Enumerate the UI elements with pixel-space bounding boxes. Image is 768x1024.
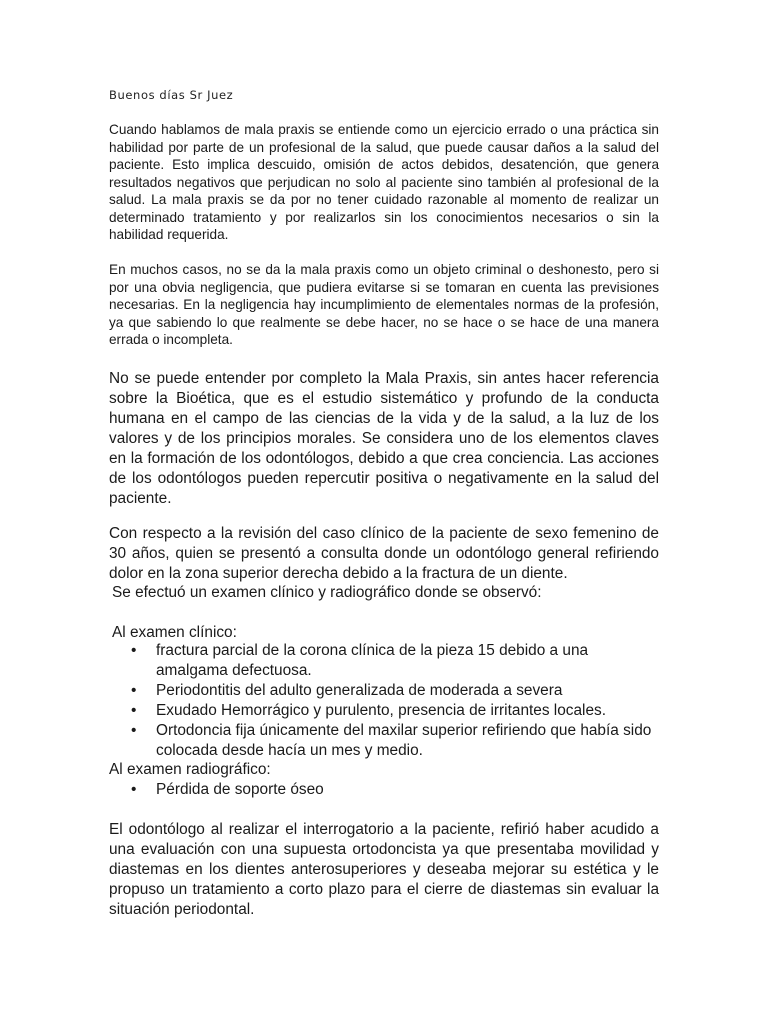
clinical-exam-heading: Al examen clínico: <box>112 624 237 641</box>
list-item <box>109 641 659 681</box>
greeting: Buenos días Sr Juez <box>109 88 234 102</box>
bullet-icon: • <box>131 722 137 739</box>
list-item-text: Periodontitis del adulto generalizada de moderada a severa <box>156 682 563 699</box>
bullet-icon: • <box>131 682 137 699</box>
paragraph-case-review: Con respecto a la revisión del caso clínico de la paciente de sexo femenino de 30 años, quien se presentó a consulta donde un odontólogo general refiriendo dolor en la zona superior derecha debido a la fractura de un diente. <box>109 525 659 582</box>
list-item <box>109 721 659 761</box>
bullet-icon: • <box>131 702 137 719</box>
paragraph-bioethics: No se puede entender por completo la Mala Praxis, sin antes hacer referencia sobre la Bioética, que es el estudio sistemático y profundo de la conducta humana en el campo de las ciencias de la vida y de la salud, a la luz de los valores y de los principios morales. Se considera uno de los elementos claves en la formación de los odontólogos, debido a que crea conciencia. Las acciones de los odontólogos pueden repercutir positiva o negativamente en la salud del paciente. <box>109 370 659 507</box>
list-item-text: Pérdida de soporte óseo <box>156 781 324 798</box>
paragraph-negligence: En muchos casos, no se da la mala praxis como un objeto criminal o deshonesto, pero si por una obvia negligencia, que pudiera evitarse si se tomaran en cuenta las previsiones necesarias. En la negligencia hay incumplimiento de elementales normas de la profesión, ya que sabiendo lo que realmente se debe hacer, no se hace o se hace de una manera errada o incompleta. <box>109 262 659 347</box>
list-item-text: Exudado Hemorrágico y purulento, presencia de irritantes locales. <box>156 702 606 719</box>
list-item <box>109 681 659 701</box>
list-item-text: fractura parcial de la corona clínica de la pieza 15 debido a una amalgama defectuosa. <box>156 642 589 679</box>
exam-intro: Se efectuó un examen clínico y radiográfico donde se observó: <box>112 584 542 601</box>
radiographic-findings-list <box>109 780 659 800</box>
bullet-icon: • <box>131 642 137 659</box>
paragraph-mala-praxis-definition: Cuando hablamos de mala praxis se entiende como un ejercicio errado o una práctica sin habilidad por parte de un profesional de la salud, que puede causar daños a la salud del paciente. Esto implica descuido, omisión de actos debidos, desatención, que genera resultados negativos que perjudican no solo al paciente sino también al profesional de la salud. La mala praxis se da por no tener cuidado razonable al momento de realizar un determinado tratamiento y por realizarlos sin los conocimientos necesarios o sin la habilidad requerida. <box>109 122 659 242</box>
list-item-text: Ortodoncia fija únicamente del maxilar superior refiriendo que había sido colocada desde hacía un mes y medio. <box>156 722 652 759</box>
list-item <box>109 701 659 721</box>
bullet-icon: • <box>131 781 137 798</box>
clinical-findings-list <box>109 641 659 761</box>
list-item <box>109 780 659 800</box>
radiographic-exam-heading: Al examen radiográfico: <box>109 761 271 778</box>
paragraph-interrogation: El odontólogo al realizar el interrogatorio a la paciente, refirió haber acudido a una evaluación con una supuesta ortodoncista ya que presentaba movilidad y diastemas en los dientes anterosuperiores y deseaba mejorar su estética y le propuso un tratamiento a corto plazo para el cierre de diastemas sin evaluar la situación periodontal. <box>109 821 659 918</box>
